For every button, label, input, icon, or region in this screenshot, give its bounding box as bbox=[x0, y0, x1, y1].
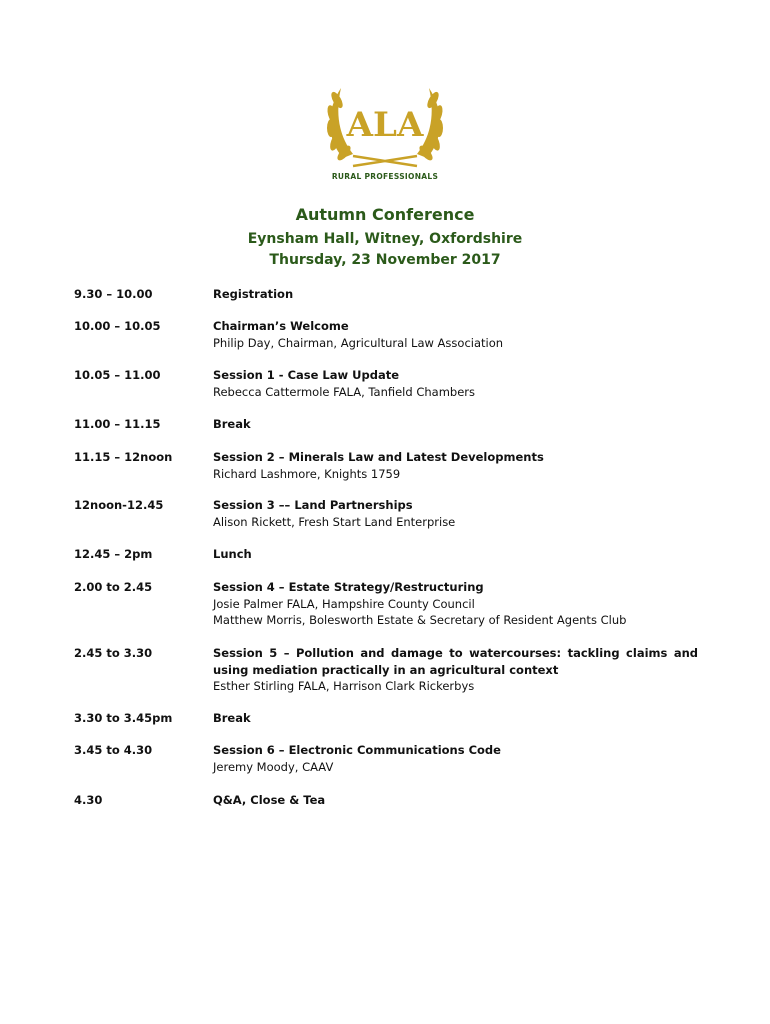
agenda-time: 2.00 to 2.45 bbox=[74, 580, 153, 594]
agenda-title: Session 3 –– Land Partnerships bbox=[213, 498, 413, 512]
agenda-title: Break bbox=[213, 711, 251, 725]
conference-date: Thursday, 23 November 2017 bbox=[269, 252, 501, 268]
agenda-time: 9.30 – 10.00 bbox=[74, 287, 153, 301]
agenda-speaker: Josie Palmer FALA, Hampshire County Council bbox=[213, 596, 475, 611]
agenda-title: Break bbox=[213, 417, 251, 431]
agenda-title: Registration bbox=[213, 287, 294, 301]
conference-venue: Eynsham Hall, Witney, Oxfordshire bbox=[247, 231, 523, 247]
agenda-speaker: Matthew Morris, Bolesworth Estate & Secretary of Resident Agents Club bbox=[213, 613, 627, 627]
agenda-title: Session 6 – Electronic Communications Code bbox=[213, 743, 501, 757]
agenda-time: 12.45 – 2pm bbox=[74, 547, 153, 561]
ala-logo bbox=[313, 70, 457, 190]
agenda-speaker: Rebecca Cattermole FALA, Tanfield Chambers bbox=[213, 384, 475, 399]
conference-title: Autumn Conference bbox=[295, 205, 475, 224]
agenda-speaker: Jeremy Moody, CAAV bbox=[213, 759, 334, 774]
agenda-time: 3.45 to 4.30 bbox=[74, 743, 153, 757]
agenda-title: Q&A, Close & Tea bbox=[213, 793, 326, 807]
agenda-title: Lunch bbox=[213, 547, 252, 561]
agenda-time: 10.00 – 10.05 bbox=[74, 319, 161, 333]
agenda-time: 11.00 – 11.15 bbox=[74, 417, 161, 431]
agenda-title: Session 2 – Minerals Law and Latest Developments bbox=[213, 450, 544, 464]
agenda-time: 4.30 bbox=[74, 793, 103, 807]
agenda-speaker: Philip Day, Chairman, Agricultural Law Association bbox=[213, 335, 504, 350]
agenda-title: Session 1 - Case Law Update bbox=[213, 368, 400, 382]
agenda-time: 12noon-12.45 bbox=[74, 498, 164, 512]
agenda-time: 3.30 to 3.45pm bbox=[74, 711, 173, 725]
agenda-speaker: Esther Stirling FALA, Harrison Clark Rickerbys bbox=[213, 679, 475, 693]
agenda-title: Session 4 – Estate Strategy/Restructuring bbox=[213, 580, 484, 594]
agenda-time: 10.05 – 11.00 bbox=[74, 368, 161, 382]
agenda-title: Session 5 – Pollution and damage to watercourses: tackling claims and using mediation practically in an agricultural context bbox=[213, 646, 698, 677]
agenda-speaker: Alison Rickett, Fresh Start Land Enterprise bbox=[213, 514, 456, 529]
agenda-title: Chairman’s Welcome bbox=[213, 319, 349, 333]
agenda-time: 2.45 to 3.30 bbox=[74, 646, 153, 660]
logo-caption: RURAL PROFESSIONALS bbox=[331, 172, 439, 181]
agenda-time: 11.15 – 12noon bbox=[74, 450, 173, 464]
logo-letters: ALA bbox=[346, 105, 424, 145]
agenda-speaker: Richard Lashmore, Knights 1759 bbox=[213, 466, 401, 481]
